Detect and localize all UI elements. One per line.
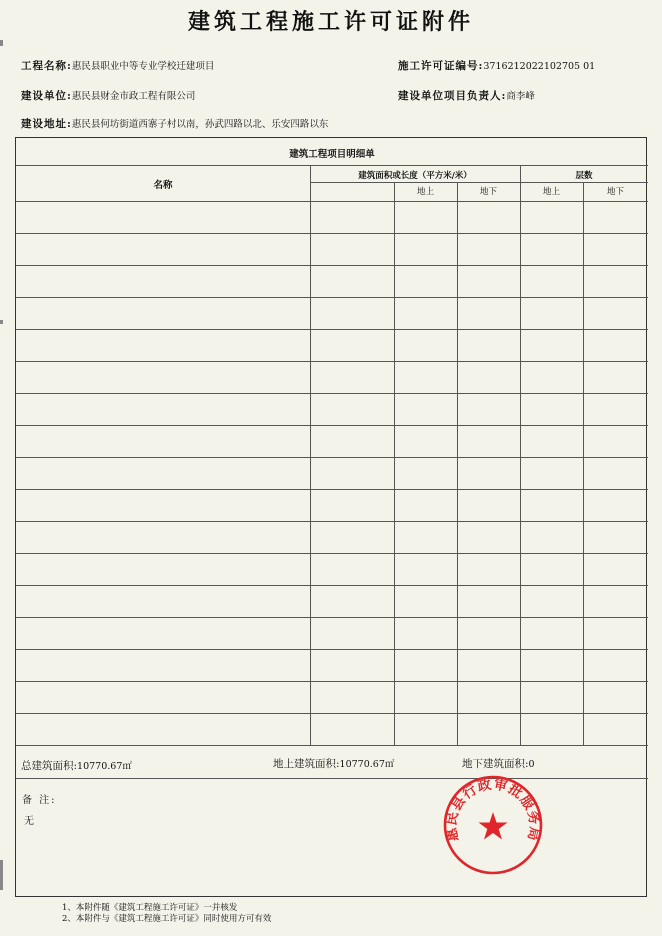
header-floors-above: 地上 <box>542 187 560 197</box>
caption-divider <box>16 165 648 166</box>
builder-value: 惠民县财金市政工程有限公司 <box>71 91 196 102</box>
above-area-label: 地上建筑面积: <box>273 758 340 770</box>
table-row-line <box>16 457 648 458</box>
table-row-line <box>16 681 648 682</box>
table-row-line <box>16 233 648 234</box>
summary-divider <box>16 778 648 779</box>
seal-text: 惠民县行政审批服务局 <box>443 776 543 843</box>
above-area-value: 10770.67㎡ <box>339 759 395 770</box>
table-row-line <box>16 585 648 586</box>
table-row-line <box>16 553 648 554</box>
table-row-line <box>16 265 648 266</box>
table-column-line <box>520 165 521 745</box>
page-title: 建筑工程施工许可证附件 <box>187 9 474 35</box>
detail-table <box>15 137 647 897</box>
builder-label: 建设单位: <box>21 90 72 102</box>
above-area <box>273 756 394 771</box>
seal-star-icon <box>479 812 508 840</box>
official-seal <box>442 774 544 876</box>
below-area-value: 0 <box>528 759 535 770</box>
table-column-line <box>583 182 584 745</box>
table-column-line <box>394 182 395 745</box>
table-row-line <box>16 745 648 746</box>
header-area-above: 地上 <box>416 187 434 197</box>
footnote-2: 2、本附件与《建筑工程施工许可证》同时使用方可有效 <box>62 914 272 924</box>
scan-edge-mark <box>0 860 3 890</box>
table-row-line <box>16 617 648 618</box>
total-area-value: 10770.67㎡ <box>77 761 132 772</box>
address-row <box>21 116 328 131</box>
total-area-label: 总建筑面积: <box>21 760 78 772</box>
address-value: 惠民县何坊街道西寨子村以南，孙武四路以北、乐安四路以东 <box>71 119 329 130</box>
table-column-line <box>457 182 458 745</box>
permit-number-row <box>398 58 595 73</box>
header-subdivider <box>310 182 648 183</box>
header-floors-below: 地下 <box>606 187 624 197</box>
project-name-row <box>21 58 214 73</box>
total-area <box>21 758 132 773</box>
footnote-1: 1、本附件随《建筑工程施工许可证》一并核发 <box>62 903 238 913</box>
leader-label: 建设单位项目负责人: <box>398 90 507 102</box>
header-area: 建筑面积或长度（平方米/米） <box>358 171 472 181</box>
table-row-line <box>16 521 648 522</box>
header-area-below: 地下 <box>479 187 497 197</box>
table-row-line <box>16 649 648 650</box>
leader-row <box>398 88 535 103</box>
table-caption: 建筑工程项目明细单 <box>289 149 375 160</box>
permit-number-label: 施工许可证编号: <box>398 60 484 72</box>
table-row-line <box>16 329 648 330</box>
header-name: 名称 <box>153 180 173 191</box>
table-row-line <box>16 361 648 362</box>
table-row-line <box>16 425 648 426</box>
below-area <box>462 756 535 771</box>
permit-number-value: 3716212022102705 01 <box>483 61 596 72</box>
header-divider <box>16 201 648 202</box>
table-row-line <box>16 713 648 714</box>
project-name-value: 惠民县职业中等专业学校迁建项目 <box>71 61 215 72</box>
header-floors: 层数 <box>575 171 593 181</box>
address-label: 建设地址: <box>21 118 72 130</box>
table-row-line <box>16 393 648 394</box>
table-row-line <box>16 489 648 490</box>
remark-value: 无 <box>24 816 34 827</box>
builder-row <box>21 88 195 103</box>
scan-edge-mark <box>0 40 3 46</box>
below-area-label: 地下建筑面积: <box>462 758 529 770</box>
table-column-line <box>310 165 311 745</box>
scan-edge-mark <box>0 320 3 324</box>
project-name-label: 工程名称: <box>21 60 72 72</box>
leader-value: 商李峰 <box>506 91 535 102</box>
remark-label: 备 注: <box>22 795 57 806</box>
table-row-line <box>16 297 648 298</box>
